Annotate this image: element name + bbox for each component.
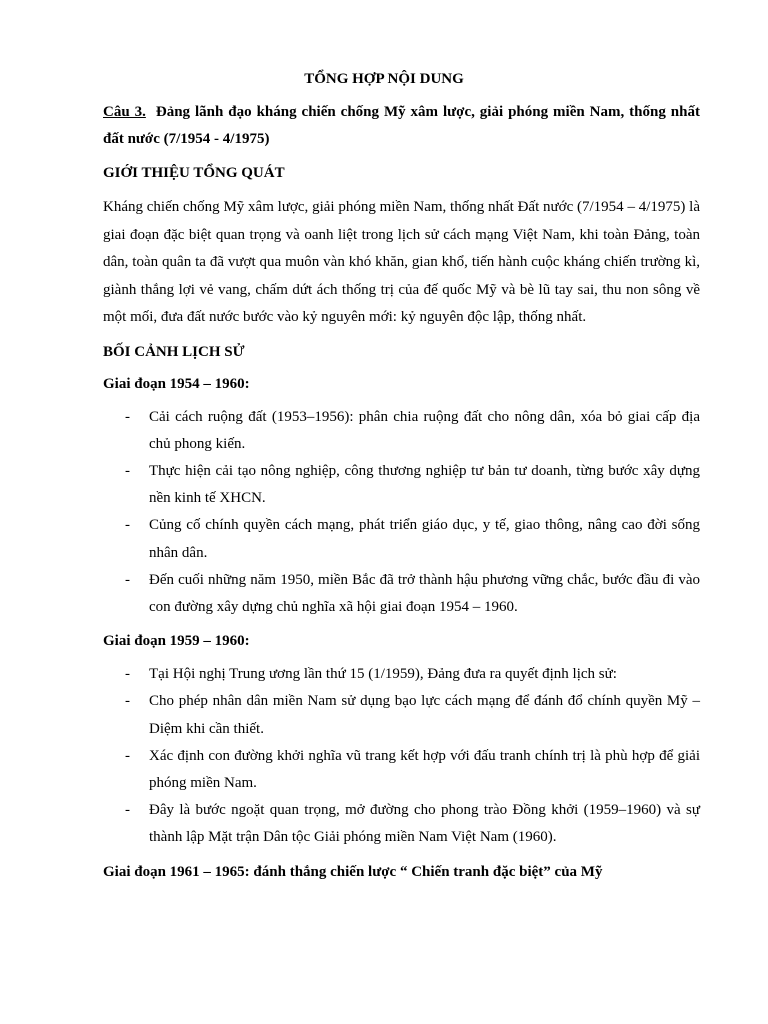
bullet-dash: - <box>125 408 130 425</box>
period-1959-1960-list <box>103 661 700 851</box>
bullet-dash: - <box>125 666 130 683</box>
intro-paragraph: Kháng chiến chống Mỹ xâm lược, giải phóng miền Nam, thống nhất Đất nước (7/1954 – 4/1975) là giai đoạn đặc biệt quan trọng và oanh liệt trong lịch sử cách mạng Việt Nam, khi toàn Đảng, toàn dân, toàn quân ta đã vượt qua muôn vàn khó khăn, gian khổ, tiến hành cuộc kháng chiến trường kì, giành thắng lợi vẻ vang, chấm dứt ách thống trị của đế quốc Mỹ và bè lũ tay sai, thu non sông về một mối, đưa đất nước bước vào kỷ nguyên mới: kỷ nguyên độc lập, thống nhất. <box>103 199 700 325</box>
bullet-dash: - <box>125 517 130 534</box>
context-heading: BỐI CẢNH LỊCH SỬ <box>103 343 245 360</box>
question-heading <box>103 99 700 153</box>
bullet-dash: - <box>125 802 130 819</box>
list-item-text: Cải cách ruộng đất (1953–1956): phân chia ruộng đất cho nông dân, xóa bỏ giai cấp địa chủ phong kiến. <box>149 408 700 452</box>
bullet-dash: - <box>125 747 130 764</box>
list-item <box>103 458 700 512</box>
period-1954-1960-list <box>103 404 700 622</box>
bullet-dash: - <box>125 571 130 588</box>
document-body <box>103 99 700 892</box>
list-item-text: Thực hiện cải tạo nông nghiệp, công thương nghiệp tư bản tư doanh, từng bước xây dựng nền kinh tế XHCN. <box>149 462 700 507</box>
list-item-text: Cho phép nhân dân miền Nam sử dụng bạo lực cách mạng để đánh đổ chính quyền Mỹ – Diệm khi cần thiết. <box>149 693 700 737</box>
list-item-text: Đến cuối những năm 1950, miền Bắc đã trở thành hậu phương vững chắc, bước đầu đi vào con đường xây dựng chủ nghĩa xã hội giai đoạn 1954 – 1960. <box>149 571 700 615</box>
bullet-dash: - <box>125 462 130 479</box>
list-item <box>103 688 700 742</box>
list-item-text: Củng cố chính quyền cách mạng, phát triển giáo dục, y tế, giao thông, nâng cao đời sống nhân dân. <box>149 517 700 561</box>
list-item <box>103 512 700 566</box>
intro-heading: GIỚI THIỆU TỔNG QUÁT <box>103 165 285 181</box>
bullet-dash: - <box>125 693 130 710</box>
list-item-text: Tại Hội nghị Trung ương lần thứ 15 (1/1959), Đảng đưa ra quyết định lịch sử: <box>149 666 617 683</box>
list-item-text: Đây là bước ngoặt quan trọng, mở đường cho phong trào Đồng khởi (1959–1960) và sự thành lập Mặt trận Dân tộc Giải phóng miền Nam Việt Nam (1960). <box>149 802 700 846</box>
period-1959-1960-title: Giai đoạn 1959 – 1960: <box>103 633 250 650</box>
document-title: TỔNG HỢP NỘI DUNG <box>304 71 464 87</box>
list-item-text: Xác định con đường khởi nghĩa vũ trang kết hợp với đấu tranh chính trị là phù hợp để giải phóng miền Nam. <box>149 747 700 791</box>
question-text: Đảng lãnh đạo kháng chiến chống Mỹ xâm lược, giải phóng miền Nam, thống nhất đất nước (7/1954 - 4/1975) <box>103 104 700 147</box>
list-item <box>103 743 700 797</box>
period-1961-1965-title: Giai đoạn 1961 – 1965: đánh thắng chiến lược “ Chiến tranh đặc biệt” của Mỹ <box>103 863 603 880</box>
list-item <box>103 404 700 458</box>
question-number: Câu 3. <box>103 104 146 120</box>
list-item <box>103 661 700 688</box>
period-1954-1960-title: Giai đoạn 1954 – 1960: <box>103 375 250 392</box>
list-item <box>103 567 700 621</box>
list-item <box>103 797 700 851</box>
